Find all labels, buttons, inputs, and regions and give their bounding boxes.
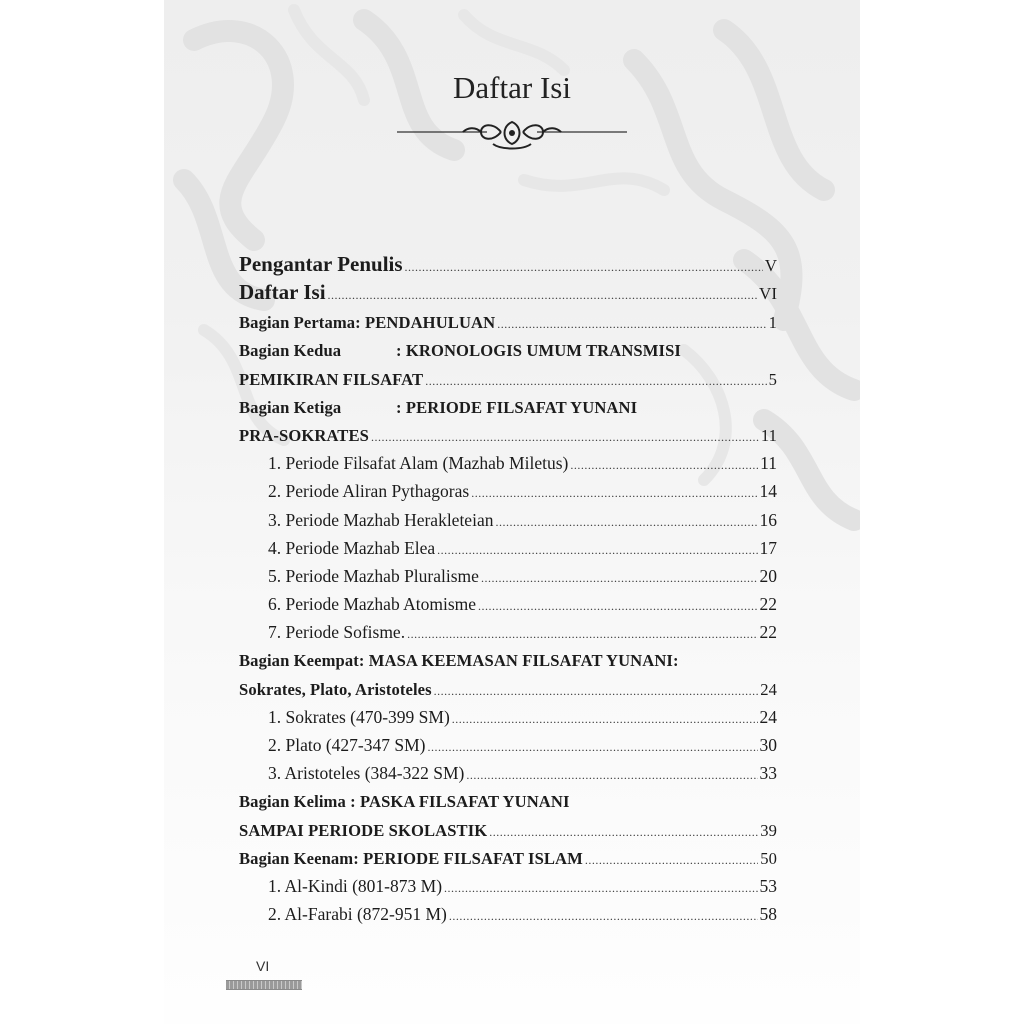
dot-leader — [585, 853, 758, 868]
toc-entry-periode-3[interactable] — [239, 506, 777, 534]
toc-entry-bagian-pertama[interactable] — [239, 309, 777, 337]
dot-leader — [444, 881, 757, 896]
toc-entry-periode-7[interactable] — [239, 619, 777, 647]
toc-entry-label: 2. Periode Aliran Pythagoras — [268, 481, 470, 502]
toc-page-number: VI — [759, 284, 777, 303]
dot-leader — [407, 627, 757, 642]
toc-entry-plato[interactable] — [239, 732, 777, 760]
dot-leader — [495, 515, 757, 530]
toc-entry-periode-1[interactable] — [239, 450, 777, 478]
toc-entry-bagian-kedua[interactable] — [239, 337, 777, 365]
toc-entry-label: 1. Periode Filsafat Alam (Mazhab Miletus) — [268, 453, 569, 474]
toc-entry-label: PRA-SOKRATES — [239, 425, 369, 445]
toc-entry-bagian-ketiga-cont[interactable] — [239, 422, 777, 450]
dot-leader — [328, 288, 758, 303]
dot-leader — [478, 599, 757, 614]
dot-leader — [405, 260, 763, 275]
toc-entry-label: Daftar Isi — [239, 280, 326, 304]
toc-entry-label: Sokrates, Plato, Aristoteles — [239, 679, 432, 699]
dot-leader — [437, 543, 757, 558]
toc-entry-label: 7. Periode Sofisme. — [268, 622, 406, 643]
toc-entry-label: 5. Periode Mazhab Pluralisme — [268, 565, 479, 586]
toc-entry-bagian-keenam[interactable] — [239, 845, 777, 873]
toc-entry-bagian-keempat-cont[interactable] — [239, 675, 777, 703]
toc-entry-sokrates[interactable] — [239, 704, 777, 732]
toc-entry-label: 2. Plato (427-347 SM) — [268, 735, 426, 755]
toc-part-label: Bagian Pertama — [239, 313, 356, 333]
toc-entry-label: 1. Sokrates (470-399 SM) — [268, 706, 450, 727]
table-of-contents — [239, 252, 777, 929]
toc-entry-periode-4[interactable] — [239, 535, 777, 563]
toc-page-number: 14 — [759, 481, 777, 502]
toc-page-number: 39 — [760, 820, 777, 840]
toc-entry-label: : KRONOLOGIS UMUM TRANSMISI — [396, 341, 681, 361]
dot-leader — [425, 374, 766, 389]
toc-entry-label: : PERIODE FILSAFAT ISLAM — [353, 848, 583, 868]
folio-decorative-bar — [226, 980, 302, 990]
dot-leader — [481, 571, 758, 586]
toc-entry-label: PEMIKIRAN FILSAFAT — [239, 369, 424, 389]
toc-page-number: 16 — [759, 509, 777, 530]
toc-entry-al-kindi[interactable] — [239, 873, 777, 901]
toc-entry-label: 6. Periode Mazhab Atomisme — [268, 594, 477, 615]
toc-page-number: 22 — [759, 622, 777, 643]
toc-entry-bagian-keempat[interactable] — [239, 647, 777, 675]
toc-page-number: 53 — [759, 875, 777, 896]
dot-leader — [570, 458, 758, 473]
toc-page-number: 30 — [759, 735, 777, 755]
toc-page-number: 5 — [768, 369, 777, 389]
toc-part-label: Bagian Kedua — [239, 341, 342, 361]
toc-page-number: 24 — [759, 706, 777, 727]
toc-entry-periode-2[interactable] — [239, 478, 777, 506]
toc-entry-label: : PERIODE FILSAFAT YUNANI — [396, 397, 638, 417]
toc-page-number: 58 — [759, 904, 777, 925]
toc-page-number: 24 — [760, 679, 777, 699]
toc-entry-label: 3. Periode Mazhab Herakleteian — [268, 509, 494, 530]
toc-entry-aristoteles[interactable] — [239, 760, 777, 788]
dot-leader — [452, 712, 758, 727]
dot-leader — [434, 684, 759, 699]
toc-entry-label: : PENDAHULUAN — [355, 313, 496, 333]
book-page — [164, 0, 860, 1024]
toc-entry-bagian-kelima[interactable] — [239, 788, 777, 816]
dot-leader — [471, 486, 757, 501]
page-title: Daftar Isi — [453, 70, 571, 105]
ornament-divider-icon — [397, 116, 627, 154]
toc-entry-daftar-isi[interactable] — [239, 281, 777, 310]
toc-page-number: 11 — [760, 425, 777, 445]
toc-entry-label: Pengantar Penulis — [239, 251, 403, 276]
dot-leader — [489, 825, 758, 840]
toc-entry-al-farabi[interactable] — [239, 901, 777, 929]
toc-entry-pengantar-penulis[interactable] — [239, 252, 777, 281]
toc-entry-label: Bagian Keempat: MASA KEEMASAN FILSAFAT YUNANI: — [239, 651, 679, 671]
toc-entry-label: 1. Al-Kindi (801-873 M) — [268, 875, 443, 896]
toc-page-number: 20 — [759, 565, 777, 586]
toc-page-number: 33 — [759, 763, 777, 784]
toc-part-label: Bagian Keenam — [239, 848, 354, 868]
toc-entry-periode-6[interactable] — [239, 591, 777, 619]
toc-entry-label: SAMPAI PERIODE SKOLASTIK — [239, 820, 488, 840]
dot-leader — [371, 430, 759, 445]
toc-entry-bagian-kedua-cont[interactable] — [239, 365, 777, 393]
toc-entry-periode-5[interactable] — [239, 563, 777, 591]
toc-entry-label: 4. Periode Mazhab Elea — [268, 537, 436, 558]
dot-leader — [466, 768, 757, 783]
toc-entry-label: Bagian Kelima : PASKA FILSAFAT YUNANI — [239, 792, 570, 812]
toc-page-number: 22 — [759, 594, 777, 615]
toc-part-label: Bagian Ketiga — [239, 397, 342, 417]
toc-entry-bagian-kelima-cont[interactable] — [239, 816, 777, 844]
dot-leader — [497, 317, 766, 332]
toc-entry-label: 2. Al-Farabi (872-951 M) — [268, 904, 447, 925]
toc-page-number: 17 — [759, 537, 777, 558]
toc-page-number: 50 — [760, 848, 777, 868]
toc-page-number: 1 — [768, 313, 777, 333]
dot-leader — [428, 740, 758, 755]
dot-leader — [449, 909, 758, 924]
toc-page-number: V — [764, 255, 777, 275]
toc-entry-bagian-ketiga[interactable] — [239, 394, 777, 422]
toc-entry-label: 3. Aristoteles (384-322 SM) — [268, 763, 465, 784]
toc-page-number: 11 — [760, 453, 777, 474]
page-folio: VI — [256, 958, 270, 974]
